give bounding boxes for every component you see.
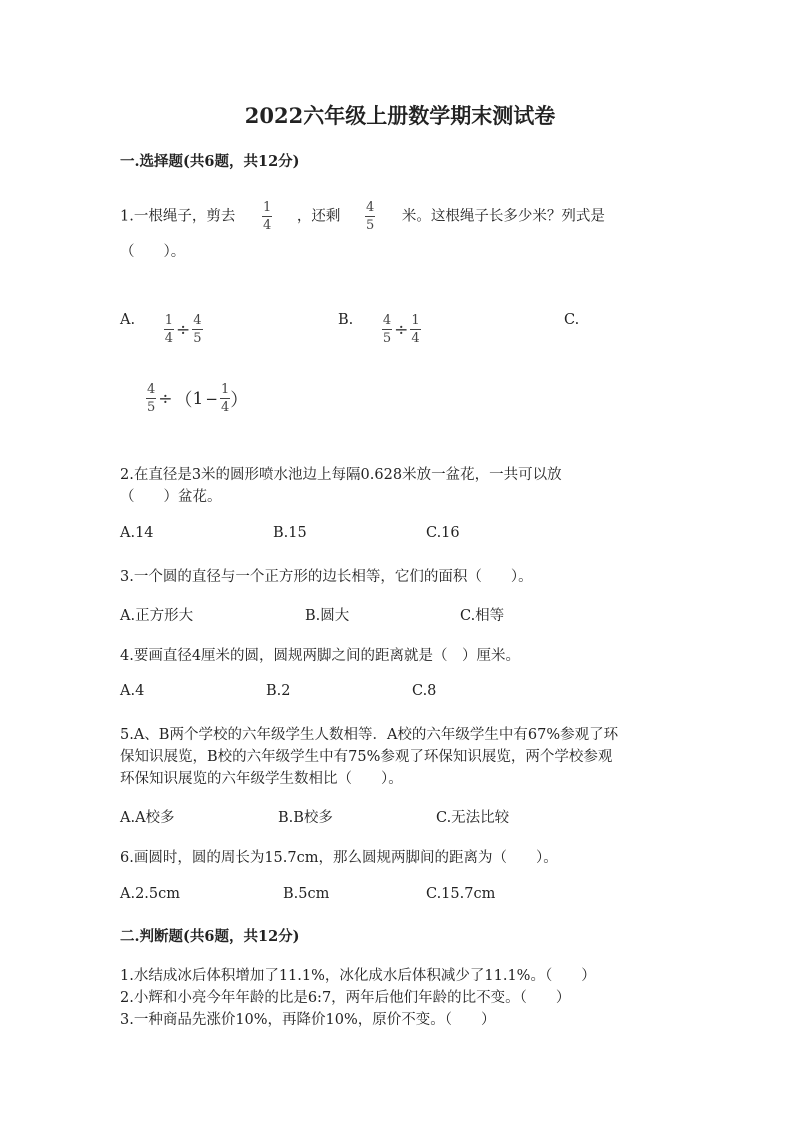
question-1-stem	[120, 200, 605, 233]
right-paren: ）	[230, 389, 249, 411]
option-1a-label: A.	[120, 312, 136, 328]
option-5b: B.B校多	[278, 810, 333, 826]
minus-sign: −	[205, 389, 218, 408]
question-5-line-1: 5.A、B两个学校的六年级学生人数相等．A校的六年级学生中有67%参观了环	[120, 727, 619, 743]
judgement-item-1: 1.水结成冰后体积增加了11.1%，冰化成水后体积减少了11.1%。（ ）	[120, 968, 596, 984]
section-heading-choice: 一.选择题(共6题，共12分)	[120, 153, 300, 170]
option-1c-expression	[146, 381, 248, 415]
question-2-line-2: （ ）盆花。	[120, 489, 222, 505]
option-1a-expression	[164, 313, 203, 346]
fraction: $\frac{4}{5}$	[147, 382, 156, 415]
judgement-item-3: 3.一种商品先涨价10%，再降价10%，原价不变。（ ）	[120, 1012, 496, 1028]
question-5-line-3: 环保知识展览的六年级学生数相比（ ）。	[120, 771, 403, 787]
question-1-text-b: ，还剩	[296, 208, 341, 225]
question-1-text-c: 米。这根绳子长多少米？列式是	[401, 208, 605, 225]
section-heading-judgement: 二.判断题(共6题，共12分)	[120, 928, 300, 945]
option-4c: C.8	[412, 683, 437, 699]
option-2c: C.16	[426, 525, 460, 541]
option-6c: C.15.7cm	[426, 886, 496, 902]
option-4b: B.2	[266, 683, 291, 699]
question-3-line-1: 3.一个圆的直径与一个正方形的边长相等，它们的面积（ ）。	[120, 569, 533, 585]
fraction: $\frac{1}{4}$	[164, 313, 173, 346]
page-title: 2022六年级上册数学期末测试卷	[244, 103, 556, 128]
fraction-one-quarter: $\frac{1}{4}$	[262, 200, 272, 233]
number-one: 1	[192, 388, 204, 409]
option-1b-expression	[382, 313, 421, 346]
judgement-item-2: 2.小辉和小亮今年年龄的比是6:7，两年后他们年龄的比不变。（ ）	[120, 990, 571, 1006]
fraction: $\frac{4}{5}$	[382, 313, 392, 346]
question-1-answer-blank: （ ）。	[120, 244, 186, 260]
option-1b-label: B.	[338, 312, 354, 328]
left-paren: （	[174, 389, 193, 411]
option-2b: B.15	[273, 525, 307, 541]
option-1a	[120, 312, 203, 346]
option-5a: A.A校多	[120, 810, 175, 826]
option-6a: A.2.5cm	[120, 886, 181, 902]
divide-sign: ÷	[394, 319, 409, 340]
question-2-line-1: 2.在直径是3米的圆形喷水池边上每隔0.628米放一盆花，一共可以放	[120, 467, 562, 483]
option-4a: A.4	[120, 683, 145, 699]
question-1-text-a: 1.一根绳子，剪去	[120, 208, 236, 225]
option-2a: A.14	[120, 525, 154, 541]
option-1b	[338, 312, 421, 346]
fraction: $\frac{1}{4}$	[411, 313, 420, 346]
option-1c-label: C.	[564, 312, 580, 328]
fraction: $\frac{1}{4}$	[220, 382, 230, 415]
option-5c: C.无法比较	[436, 810, 510, 826]
option-3b: B.圆大	[305, 608, 350, 624]
fraction-four-fifths: $\frac{4}{5}$	[365, 200, 375, 233]
question-4-line-1: 4.要画直径4厘米的圆，圆规两脚之间的距离就是（ ）厘米。	[120, 648, 521, 664]
divide-sign: ÷	[158, 388, 173, 409]
question-6-line-1: 6.画圆时，圆的周长为15.7cm，那么圆规两脚间的距离为（ ）。	[120, 850, 558, 866]
option-3a: A.正方形大	[120, 608, 194, 624]
divide-sign: ÷	[175, 319, 191, 340]
question-5-line-2: 保知识展览，B校的六年级学生中有75%参观了环保知识展览，两个学校参观	[120, 749, 613, 765]
option-3c: C.相等	[460, 608, 505, 624]
fraction: $\frac{4}{5}$	[193, 313, 202, 346]
option-6b: B.5cm	[283, 886, 330, 902]
